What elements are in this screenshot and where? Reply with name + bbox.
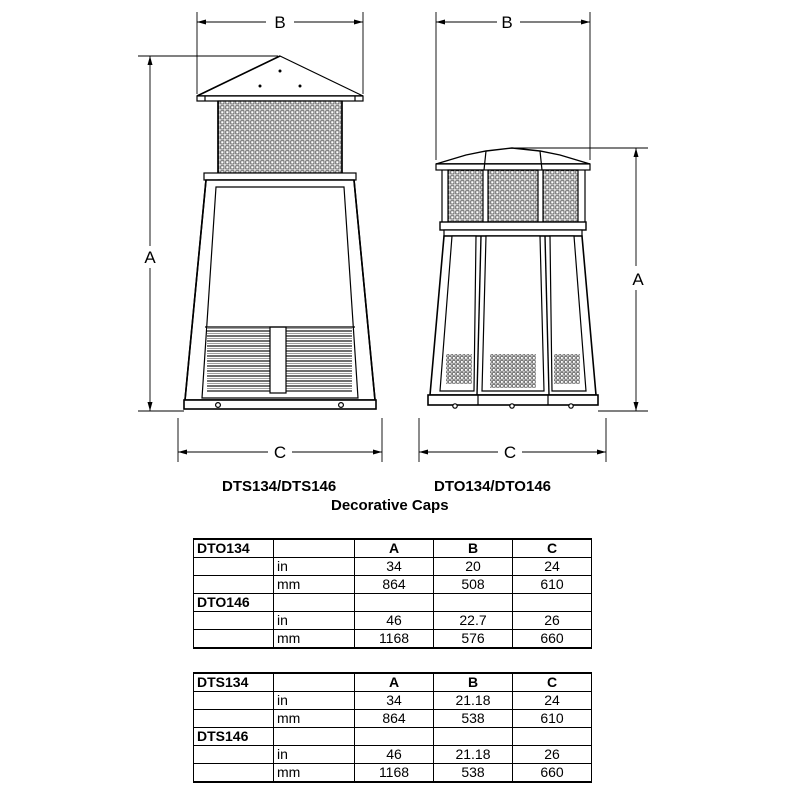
model-cell [194,576,274,594]
dto-mesh-center [488,170,538,222]
table-row [194,630,592,649]
model-cell [194,746,274,764]
unit-cell: mm [274,710,355,728]
value-cell: 46 [355,612,434,630]
dts-dimensions-table [193,672,592,783]
model-cell [194,692,274,710]
model-name: DTO134 [194,539,274,558]
value-cell [513,728,592,746]
table-row [194,558,592,576]
dto-vent-left [446,354,472,384]
value-cell: 1168 [355,764,434,783]
model-cell [194,710,274,728]
model-name: DTS134 [194,673,274,692]
table-group-row [194,594,592,612]
value-cell: 24 [513,558,592,576]
unit-cell: mm [274,764,355,783]
model-cell [194,630,274,649]
unit-cell: mm [274,630,355,649]
value-cell: 864 [355,576,434,594]
caption-dto: DTO134/DTO146 [434,478,552,495]
table-group-row [194,728,592,746]
unit-cell [274,594,355,612]
unit-cell: mm [274,576,355,594]
dts-cap-drawing [184,56,376,409]
model-cell [194,558,274,576]
value-cell [513,594,592,612]
table-row [194,612,592,630]
value-cell: 538 [434,764,513,783]
column-header: B [434,539,513,558]
table-row [194,710,592,728]
dts-dim-a-label: A [144,248,156,267]
value-cell: 1168 [355,630,434,649]
value-cell: 24 [513,692,592,710]
value-cell: 21.18 [434,692,513,710]
unit-cell: in [274,558,355,576]
dto-vent-center [490,354,536,388]
unit-cell [274,539,355,558]
value-cell: 20 [434,558,513,576]
dto-dim-b-label: B [501,13,513,32]
dts-dim-b-label: B [274,13,286,32]
value-cell: 508 [434,576,513,594]
model-name: DTO146 [194,594,274,612]
column-header: B [434,673,513,692]
table-row [194,692,592,710]
unit-cell: in [274,692,355,710]
value-cell: 26 [513,746,592,764]
model-cell [194,764,274,783]
value-cell: 34 [355,558,434,576]
dts-louvers-right [286,327,352,393]
caption-decorative-caps: Decorative Caps [331,497,449,514]
unit-cell: in [274,746,355,764]
value-cell: 660 [513,630,592,649]
column-header: A [355,539,434,558]
dto-mesh-right [543,170,578,222]
table-row [194,576,592,594]
value-cell [434,728,513,746]
column-header: C [513,673,592,692]
value-cell: 660 [513,764,592,783]
unit-cell [274,673,355,692]
value-cell: 21.18 [434,746,513,764]
dto-vent-right [554,354,580,384]
table-row [194,764,592,783]
caption-dts: DTS134/DTS146 [222,478,337,495]
value-cell: 26 [513,612,592,630]
column-header: A [355,673,434,692]
dts-roof [197,56,363,96]
table-row [194,746,592,764]
unit-cell: in [274,612,355,630]
value-cell: 576 [434,630,513,649]
value-cell: 610 [513,576,592,594]
value-cell [355,594,434,612]
model-name: DTS146 [194,728,274,746]
value-cell: 46 [355,746,434,764]
dto-dimensions-table [193,538,592,649]
dto-cap-drawing [428,148,598,408]
unit-cell [274,728,355,746]
dto-mesh-left [448,170,483,222]
dto-roof [436,148,590,164]
table-header-row [194,539,592,558]
model-cell [194,612,274,630]
table-header-row [194,673,592,692]
column-header: C [513,539,592,558]
value-cell: 34 [355,692,434,710]
dts-louvers-left [207,327,270,393]
dts-mesh-vent [218,101,342,173]
dto-dim-a-label: A [632,270,644,289]
value-cell [355,728,434,746]
dts-dim-c-label: C [273,443,287,462]
value-cell: 22.7 [434,612,513,630]
dto-dim-c-label: C [503,443,517,462]
value-cell: 538 [434,710,513,728]
value-cell: 864 [355,710,434,728]
value-cell [434,594,513,612]
value-cell: 610 [513,710,592,728]
